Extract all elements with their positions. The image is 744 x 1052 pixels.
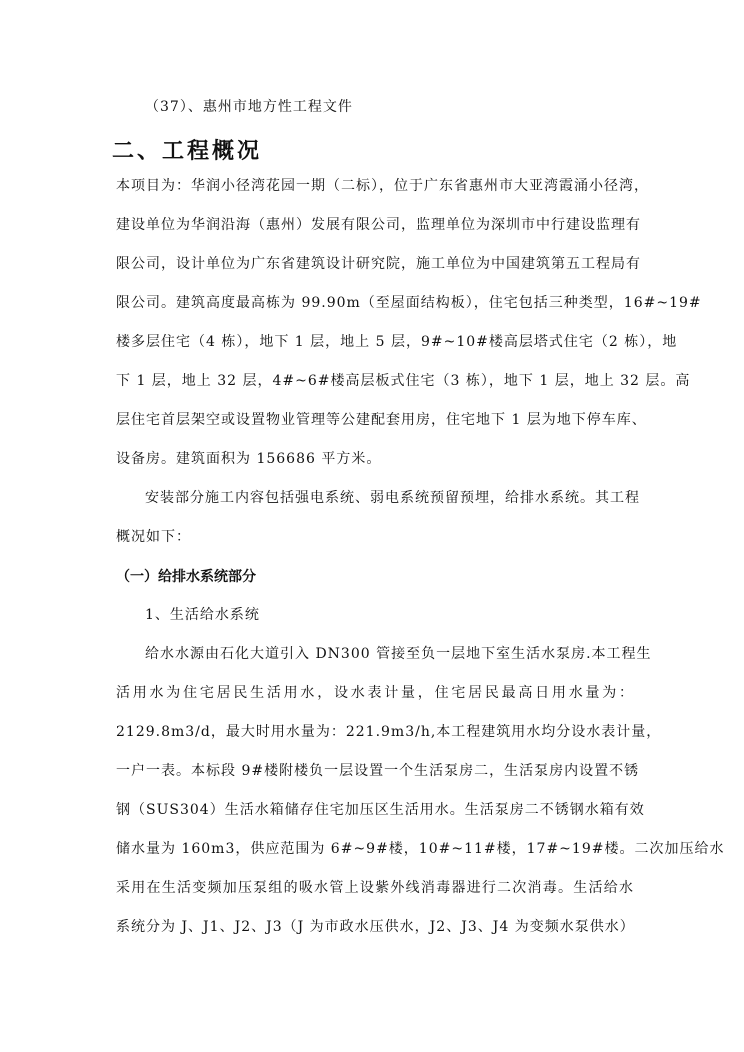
paragraph-line: 采用在生活变频加压泵组的吸水管上设紫外线消毒器进行二次消毒。生活给水 [116, 880, 634, 896]
paragraph-line: 楼多层住宅（4 栋），地下 1 层，地上 5 层，9#~10#楼高层塔式住宅（2 栋），地 [116, 334, 678, 350]
paragraph-line: 钢（SUS304）生活水箱储存住宅加压区生活用水。生活泵房二不锈钢水箱有效 [116, 802, 645, 818]
paragraph-line: 储水量为 160m3，供应范围为 6#~9#楼，10#~11#楼，17#~19#楼。二次加压给水 [116, 841, 725, 857]
paragraph-line: 建设单位为华润沿海（惠州）发展有限公司，监理单位为深圳市中行建设监理有 [116, 217, 641, 233]
paragraph-line: 限公司。建筑高度最高栋为 99.90m（至屋面结构板），住宅包括三种类型，16#~19# [116, 295, 702, 311]
paragraph-line: 设备房。建筑面积为 156686 平方米。 [116, 451, 382, 467]
paragraph-line: 概况如下： [116, 529, 191, 545]
paragraph-line: 一户一表。本标段 9#楼附楼负一层设置一个生活泵房二，生活泵房内设置不锈 [116, 763, 640, 779]
paragraph-line: 2129.8m3/d，最大时用水量为：221.9m3/h,本工程建筑用水均分设水表计量， [116, 724, 662, 740]
subsection-title: （一）给排水系统部分 [116, 569, 256, 585]
paragraph-line: 下 1 层，地上 32 层，4#~6#楼高层板式住宅（3 栋），地下 1 层，地上 32 层。高 [116, 373, 691, 389]
item-title: 1、生活给水系统 [145, 607, 260, 623]
paragraph-line: 安装部分施工内容包括强电系统、弱电系统预留预埋，给排水系统。其工程 [145, 490, 640, 506]
reference-item: （37）、惠州市地方性工程文件 [145, 99, 353, 115]
paragraph-line: 层住宅首层架空或设置物业管理等公建配套用房，住宅地下 1 层为地下停车库、 [116, 412, 647, 428]
paragraph-line: 活用水为住宅居民生活用水，设水表计量，住宅居民最高日用水量为： [116, 685, 634, 701]
paragraph-line: 系统分为 J、J1、J2、J3（J 为市政水压供水，J2、J3、J4 为变频水泵供水） [116, 919, 635, 935]
paragraph-line: 本项目为：华润小径湾花园一期（二标），位于广东省惠州市大亚湾霞涌小径湾， [116, 178, 649, 194]
section-title: 二、工程概况 [112, 139, 263, 164]
paragraph-line: 给水水源由石化大道引入 DN300 管接至负一层地下室生活水泵房.本工程生 [145, 646, 652, 662]
paragraph-line: 限公司，设计单位为广东省建筑设计研究院，施工单位为中国建筑第五工程局有 [116, 256, 641, 272]
